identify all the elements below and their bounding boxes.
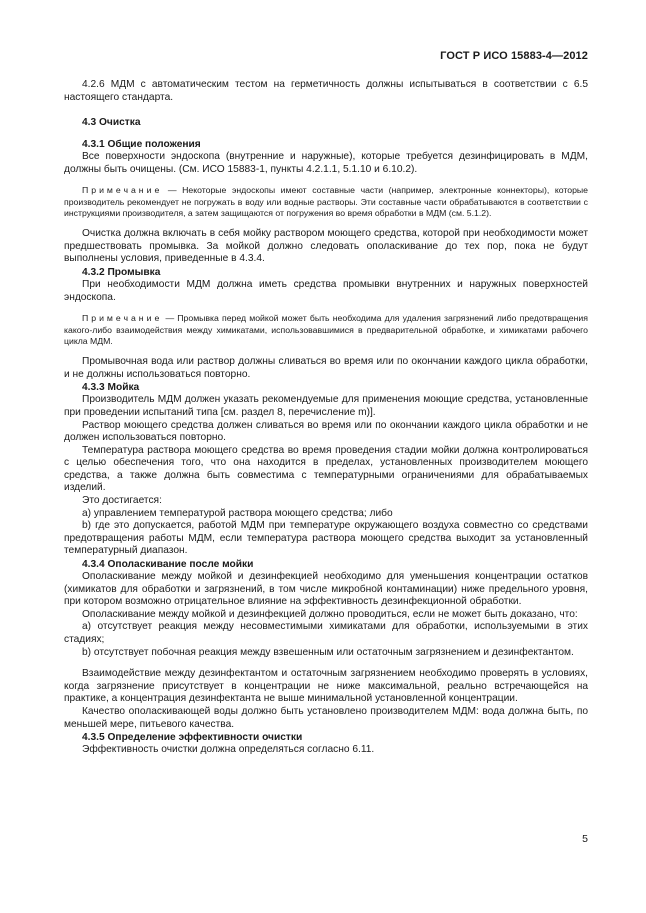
heading-4-3-1: 4.3.1 Общие положения bbox=[82, 139, 201, 151]
list-item-4-3-4-a: а) отсутствует реакция между несовместимыми химикатами для обработки, используемыми в этих стадиях; bbox=[64, 621, 588, 645]
paragraph-4-3-2-a: При необходимости МДМ должна иметь средства промывки внутренних и наружных поверхностей эндоскопа. bbox=[64, 279, 588, 303]
note-1-label: Примечание bbox=[82, 185, 163, 196]
paragraph-4-3-3-b: Раствор моющего средства должен сливаться во время или по окончании каждого цикла обработки и не должен использоваться повторно. bbox=[64, 419, 588, 444]
heading-4-3-3: 4.3.3 Мойка bbox=[82, 382, 140, 394]
heading-4-3-4: 4.3.4 Ополаскивание после мойки bbox=[82, 559, 254, 571]
list-item-4-3-3-a: а) управлением температурой раствора моющего средства; либо bbox=[82, 507, 393, 519]
note-1 bbox=[64, 185, 588, 219]
heading-4-3-5: 4.3.5 Определение эффективности очистки bbox=[82, 732, 303, 744]
heading-4-3: 4.3 Очистка bbox=[82, 117, 141, 129]
paragraph-4-3-4-a: Ополаскивание между мойкой и дезинфекцией необходимо для уменьшения концентрации остатков (химикатов для обработки и загрязнений, в том числе микробной контаминации) ниже предельного уровня, при котором возможно отрицательное влияние на эффективность дезинфекционной обработки. bbox=[64, 571, 588, 608]
document-body bbox=[64, 79, 588, 757]
paragraph-4-3-3-c: Температура раствора моющего средства во время проведения стадии мойки должна контролироваться с целью обеспечения того, что она находится в пределах, установленных производителем моющего средства, а также должна быть совместима с температурными ограничениями для обрабатываемых изделий. bbox=[64, 444, 588, 494]
paragraph-4-3-3-a: Производитель МДМ должен указать рекомендуемые для применения моющие средства, установленные при проведении испытаний типа [см. раздел 8, перечисление m)]. bbox=[64, 394, 588, 418]
page-number: 5 bbox=[582, 833, 588, 845]
paragraph-4-3-3-d: Это достигается: bbox=[82, 495, 162, 507]
list-item-4-3-4-b: b) отсутствует побочная реакция между взвешенным или остаточным загрязнением и дезинфектантом. bbox=[82, 646, 574, 658]
paragraph-4-3-4-e: Взаимодействие между дезинфектантом и остаточным загрязнением необходимо проверять в условиях, когда загрязнение присутствует в концентрации не ниже максимальной, реально встречающейся на практике, а концентрация дезинфектанта не выше минимальной установленной концентрации. bbox=[64, 668, 588, 705]
standard-header: ГОСТ Р ИСО 15883-4—2012 bbox=[440, 50, 588, 62]
paragraph-4-3-1-b: Очистка должна включать в себя мойку раствором моющего средства, которой при необходимости может предшествовать промывка. За мойкой должно следовать ополаскивание до тех пор, пока не будут выполнены условия, приведенные в 4.3.4. bbox=[64, 228, 588, 265]
paragraph-4-3-1-a: Все поверхности эндоскопа (внутренние и наружные), которые требуется дезинфицировать в МДМ, должны быть очищены. (См. ИСО 15883-1, пункты 4.2.1.1, 5.1.10 и 6.10.2). bbox=[64, 151, 588, 175]
note-2-text: — Промывка перед мойкой может быть необходима для удаления загрязнений либо предотвращения какого-либо взаимодействия между химикатами, использовавшимися в предварительной обработке, и химикатами рабочего цикла МДМ. bbox=[64, 313, 588, 346]
paragraph-4-2-6: 4.2.6 МДМ с автоматическим тестом на герметичность должны испытываться в соответствии с 6.5 настоящего стандарта. bbox=[64, 79, 588, 103]
paragraph-4-3-2-b: Промывочная вода или раствор должны сливаться во время или по окончании каждого цикла обработки, и не должны использоваться повторно. bbox=[64, 356, 588, 380]
paragraph-4-3-5-a: Эффективность очистки должна определяться согласно 6.11. bbox=[82, 744, 375, 756]
paragraph-4-3-4-b: Ополаскивание между мойкой и дезинфекцией должно проводиться, если не может быть доказано, что: bbox=[82, 608, 578, 620]
paragraph-4-3-4-f: Качество ополаскивающей воды должно быть установлено производителем МДМ: вода должна быть, по меньшей мере, питьевого качества. bbox=[64, 705, 588, 730]
list-item-4-3-3-b: b) где это допускается, работой МДМ при температуре окружающего воздуха совместно со средствами предотвращения работы МДМ, если температура раствора моющего средства выходит за установленный температурный диапазон. bbox=[64, 520, 588, 557]
note-2 bbox=[64, 313, 588, 347]
note-1-text: — Некоторые эндоскопы имеют составные части (например, электронные коннекторы), которые производитель рекомендует не погружать в воду или водные растворы. Эти составные части обрабатываются в соответствии с инструкциями производителя, а затем защищаются от погружения во время обработки в МДМ (см. 5.1.2). bbox=[64, 185, 588, 218]
heading-4-3-2: 4.3.2 Промывка bbox=[82, 267, 161, 279]
note-2-label: Примечание bbox=[82, 313, 163, 324]
